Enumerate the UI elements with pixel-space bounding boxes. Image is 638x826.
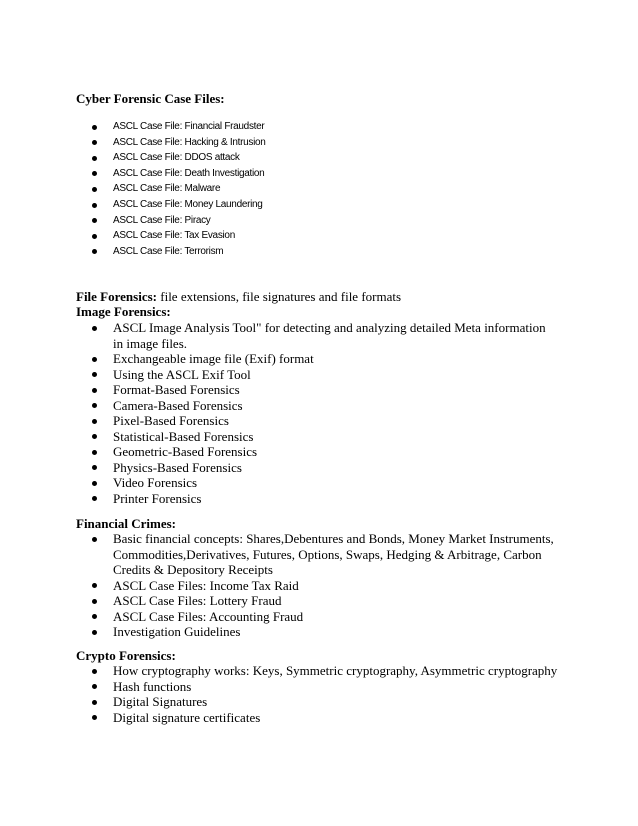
list-item: Basic financial concepts: Shares,Debentures and Bonds, Money Market Instruments, Commodities,Derivatives, Futures, Options, Swaps, Hedging & Arbitrage, Carbon Credits & Depository Receipts: [0, 531, 638, 578]
list-item: ASCL Case File: Hacking & Intrusion: [0, 135, 638, 151]
bullet-icon: [92, 156, 97, 161]
list-item: ASCL Case Files: Accounting Fraud: [0, 609, 638, 625]
list-item: ASCL Case File: Tax Evasion: [0, 228, 638, 244]
bullet-icon: [92, 715, 97, 720]
bullet-icon: [92, 218, 97, 223]
financial-crimes-title: Financial Crimes:: [76, 516, 177, 531]
bullet-icon: [92, 125, 97, 130]
bullet-icon: [92, 700, 97, 705]
bullet-icon: [92, 326, 97, 331]
bullet-icon: [92, 669, 97, 674]
file-forensics-heading: [76, 289, 401, 304]
list-item: ASCL Case Files: Lottery Fraud: [0, 593, 638, 609]
bullet-icon: [92, 171, 97, 176]
list-item: Hash functions: [0, 679, 638, 695]
list-item: ASCL Case File: Malware: [0, 181, 638, 197]
bullet-icon: [92, 583, 97, 588]
list-item: Format-Based Forensics: [0, 382, 638, 398]
bullet-icon: [92, 496, 97, 501]
cyber-forensic-heading: [76, 91, 225, 106]
bullet-icon: [92, 372, 97, 377]
list-item: Printer Forensics: [0, 491, 638, 507]
list-item: Investigation Guidelines: [0, 624, 638, 640]
list-item: ASCL Case File: Money Laundering: [0, 197, 638, 213]
file-forensics-title: File Forensics:: [76, 289, 157, 304]
bullet-icon: [92, 140, 97, 145]
bullet-icon: [92, 614, 97, 619]
financial-crimes-heading: [76, 516, 176, 531]
bullet-icon: [92, 203, 97, 208]
list-item: ASCL Image Analysis Tool" for detecting and analyzing detailed Meta information in image files.: [0, 320, 638, 351]
bullet-icon: [92, 249, 97, 254]
list-item: Geometric-Based Forensics: [0, 444, 638, 460]
list-item: Pixel-Based Forensics: [0, 413, 638, 429]
list-item: How cryptography works: Keys, Symmetric cryptography, Asymmetric cryptography: [0, 663, 638, 679]
list-item: ASCL Case File: Death Investigation: [0, 166, 638, 182]
bullet-icon: [92, 388, 97, 393]
bullet-icon: [92, 357, 97, 362]
list-item: Physics-Based Forensics: [0, 460, 638, 476]
bullet-icon: [92, 481, 97, 486]
image-forensics-list: [0, 320, 638, 506]
bullet-icon: [92, 537, 97, 542]
list-item: Digital signature certificates: [0, 710, 638, 726]
bullet-icon: [92, 599, 97, 604]
list-item: Exchangeable image file (Exif) format: [0, 351, 638, 367]
bullet-icon: [92, 419, 97, 424]
cyber-forensic-list: [0, 119, 638, 259]
list-item: ASCL Case Files: Income Tax Raid: [0, 578, 638, 594]
bullet-icon: [92, 234, 97, 239]
list-item: ASCL Case File: Piracy: [0, 213, 638, 229]
image-forensics-heading: [76, 304, 171, 319]
bullet-icon: [92, 450, 97, 455]
crypto-forensics-heading: [76, 648, 176, 663]
bullet-icon: [92, 684, 97, 689]
bullet-icon: [92, 630, 97, 635]
list-item: Statistical-Based Forensics: [0, 429, 638, 445]
image-forensics-title: Image Forensics:: [76, 304, 171, 319]
list-item: Camera-Based Forensics: [0, 398, 638, 414]
list-item: ASCL Case File: Terrorism: [0, 244, 638, 260]
list-item: ASCL Case File: Financial Fraudster: [0, 119, 638, 135]
crypto-forensics-list: [0, 663, 638, 725]
bullet-icon: [92, 434, 97, 439]
list-item: Digital Signatures: [0, 694, 638, 710]
bullet-icon: [92, 465, 97, 470]
crypto-forensics-title: Crypto Forensics:: [76, 648, 176, 663]
bullet-icon: [92, 403, 97, 408]
list-item: Video Forensics: [0, 475, 638, 491]
cyber-forensic-title: Cyber Forensic Case Files:: [76, 91, 225, 106]
list-item: Using the ASCL Exif Tool: [0, 367, 638, 383]
bullet-icon: [92, 187, 97, 192]
financial-crimes-list: [0, 531, 638, 640]
list-item: ASCL Case File: DDOS attack: [0, 150, 638, 166]
file-forensics-description: file extensions, file signatures and file formats: [160, 289, 402, 304]
